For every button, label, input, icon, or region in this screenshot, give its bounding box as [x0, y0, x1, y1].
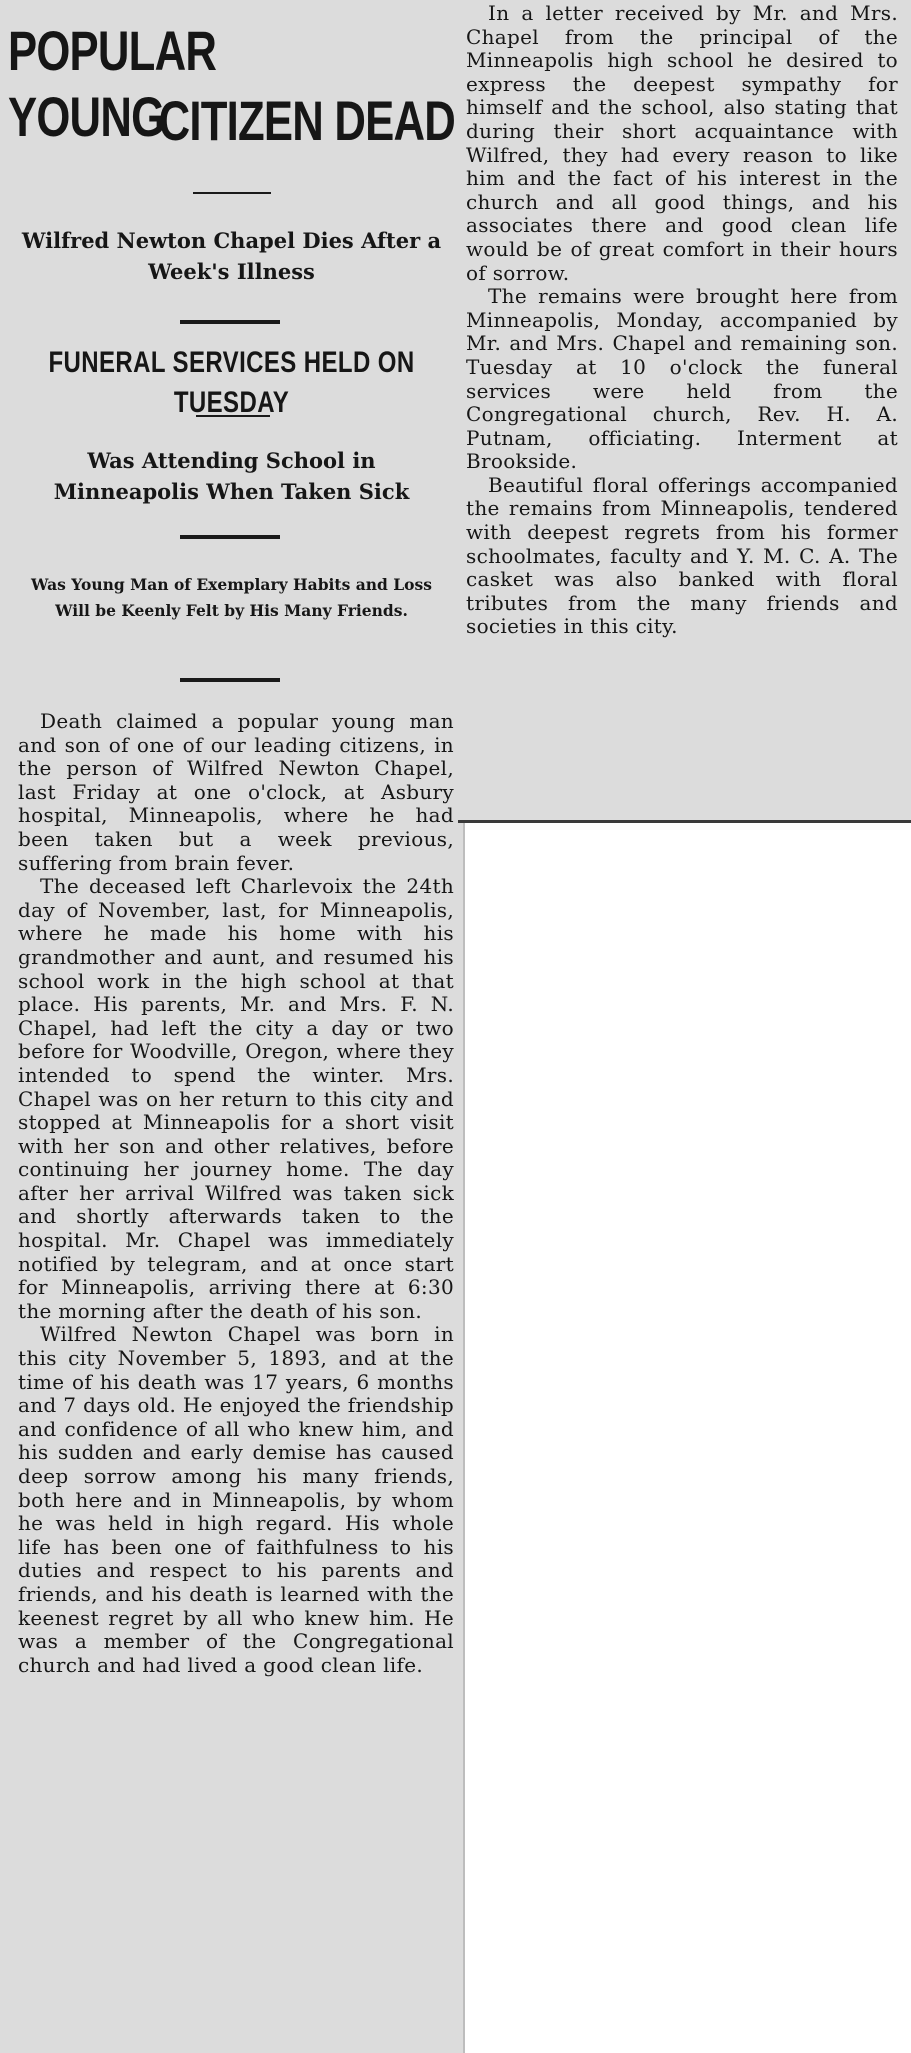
deck-3-text: Was Attending School in Minneapolis When Taken Sick — [53, 448, 410, 504]
divider-rule — [180, 535, 280, 539]
article-paragraph: Beautiful floral offerings accompanied the remains from Minneapolis, tendered with deepest regrets from his former schoolmates, faculty and Y. M. C. A. The casket was also banked with floral tributes from the many friends and societies in this city. — [466, 472, 898, 639]
subheadline-deck-1 — [0, 225, 463, 287]
divider-rule — [196, 415, 270, 417]
headline-line-1: POPULAR YOUNG — [8, 19, 217, 148]
article-paragraph: The deceased left Charlevoix the 24th day of November, last, for Minneapolis, where he made his home with his grandmother and aunt, and resumed his school work in the high school at that place. His parents, Mr. and Mrs. F. N. Chapel, had left the city a day or two before for Woodville, Oregon, where they intended to spend the winter. Mrs. Chapel was on her return to this city and stopped at Minneapolis for a short visit with her son and other relatives, before continuing her journey home. The day after her arrival Wilfred was taken sick and shortly afterwards taken to the hospital. Mr. Chapel was immediately notified by telegram, and at once start for Minneapolis, arriving there at 6:30 the morning after the death of his son. — [18, 874, 454, 1323]
subheadline-deck-3 — [0, 445, 463, 507]
subheadline-deck-2: FUNERAL SERVICES HELD ON TUESDAY — [48, 346, 415, 419]
article-paragraph: Wilfred Newton Chapel was born in this city November 5, 1893, and at the time of his death was 17 years, 6 months and 7 days old. He enjoyed the friendship and confidence of all who knew him, and his sudden and early demise has caused deep sorrow among his many friends, both here and in Minneapolis, by whom he was held in high regard. His whole life has been one of faithfulness to his duties and respect to his parents and friends, and his death is learned with the keenest regret by all who knew him. He was a member of the Congregational church and had lived a good clean life. — [18, 1322, 454, 1677]
divider-rule — [180, 678, 280, 682]
article-body-left — [18, 710, 454, 1677]
divider-rule — [180, 320, 280, 324]
divider-rule — [193, 192, 271, 194]
subheadline-deck-4 — [0, 572, 463, 624]
article-body-right — [466, 2, 898, 639]
deck-1-text: Wilfred Newton Chapel Dies After a Week's Illness — [21, 228, 442, 284]
article-paragraph: In a letter received by Mr. and Mrs. Chapel from the principal of the Minneapolis high school he desired to express the deepest sympathy for himself and the school, also stating that during their short acquaintance with Wilfred, they had every reason to like him and the fact of his interest in the church and all good things, and his associates there and good clean life would be of great comfort in their hours of sorrow. — [466, 1, 898, 285]
deck-4-text: Was Young Man of Exemplary Habits and Loss Will be Keenly Felt by His Many Friends. — [31, 575, 432, 620]
article-paragraph: Death claimed a popular young man and son of one of our leading citizens, in the person of Wilfred Newton Chapel, last Friday at one o'clock, at Asbury hospital, Minneapolis, where he had been taken but a week previous, suffering from brain fever. — [18, 709, 454, 875]
article-paragraph: The remains were brought here from Minneapolis, Monday, accompanied by Mr. and Mrs. Chapel and remaining son. Tuesday at 10 o'clock the funeral services were held from the Congregational church, Rev. H. A. Putnam, officiating. Interment at Brookside. — [466, 284, 898, 474]
headline-line-2: CITIZEN DEAD — [158, 89, 455, 152]
